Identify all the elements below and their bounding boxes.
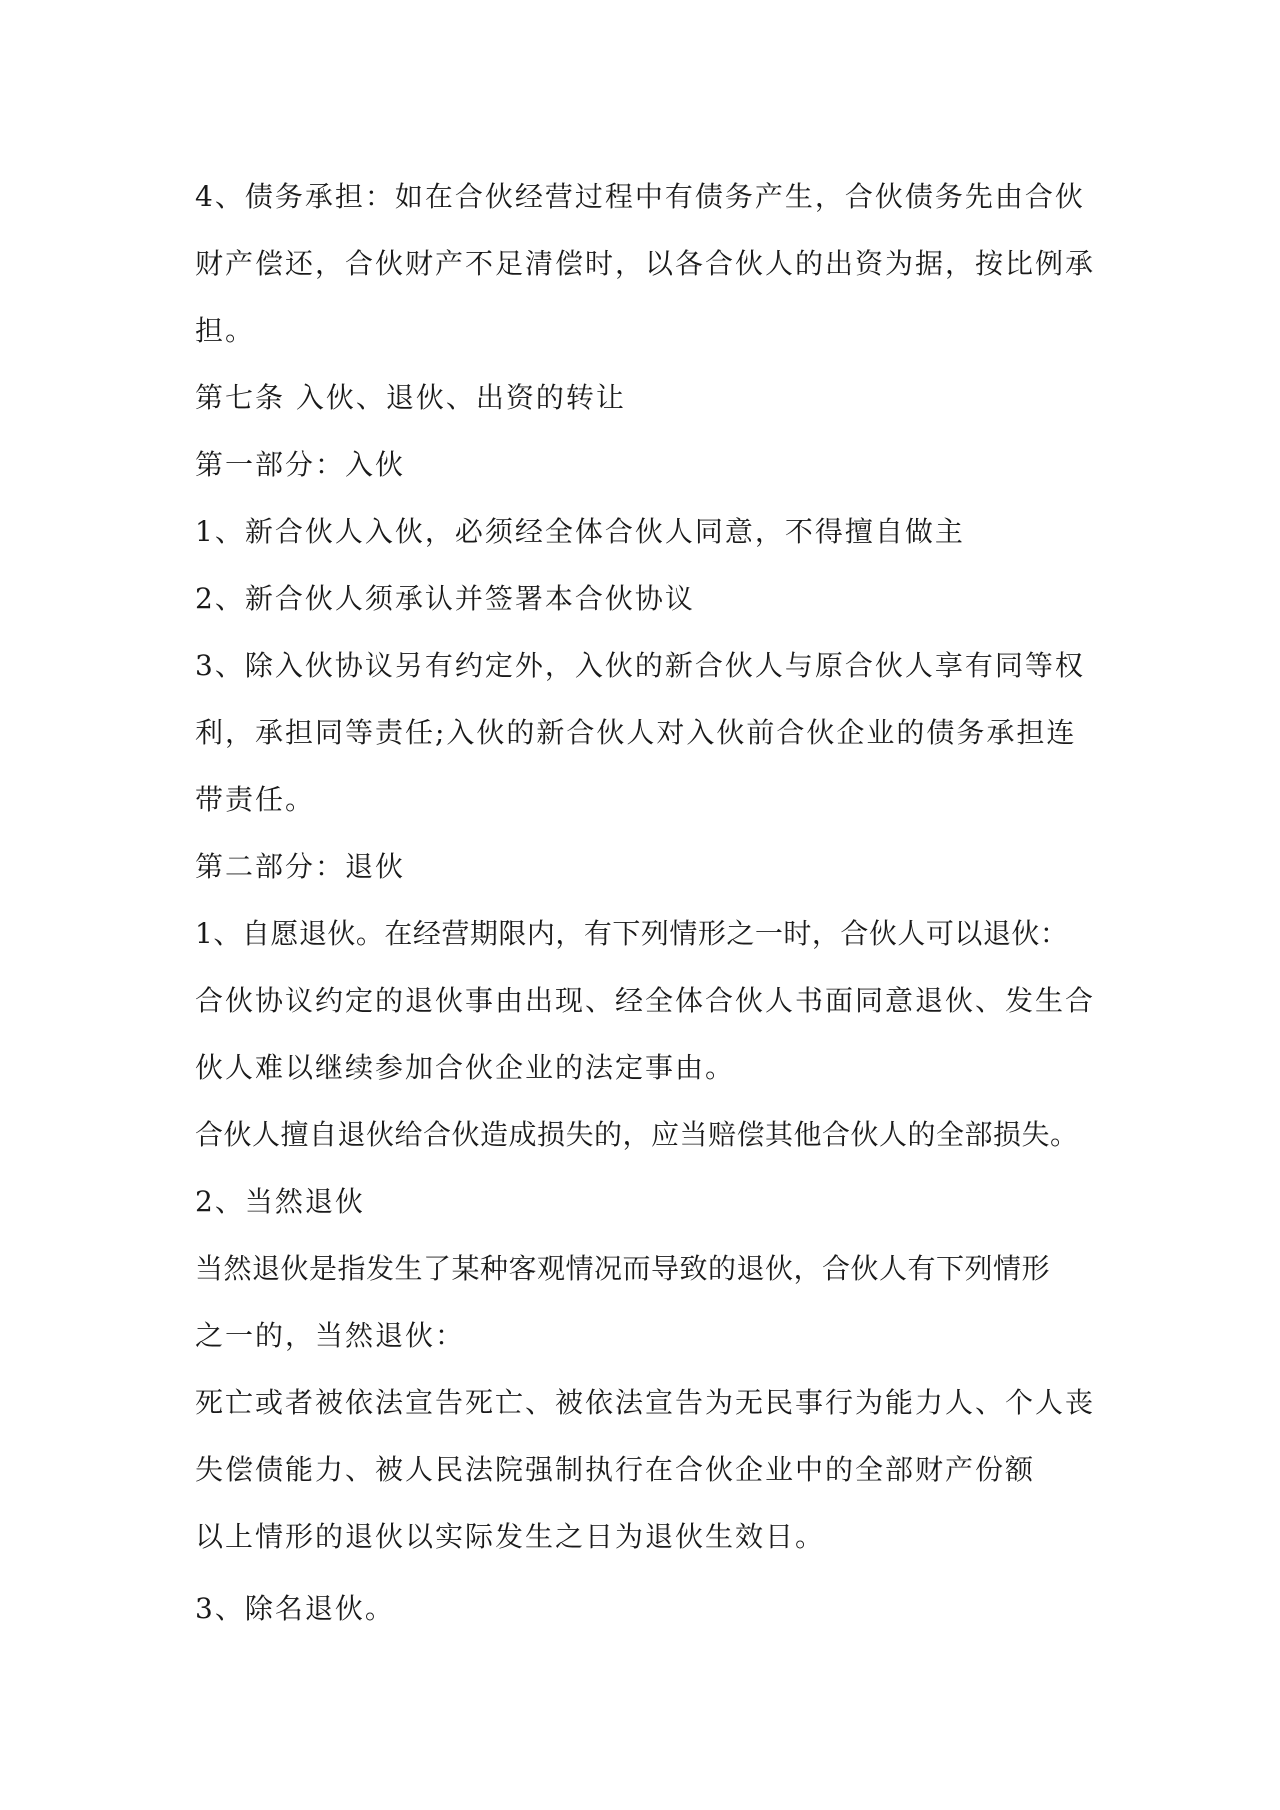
paragraph-line: 3、除名退伙。: [195, 1592, 395, 1625]
paragraph-line: 2、新合伙人须承认并签署本合伙协议: [195, 582, 695, 615]
paragraph-line: 3、除入伙协议另有约定外，入伙的新合伙人与原合伙人享有同等权: [195, 649, 1085, 682]
section-heading: 第七条 入伙、退伙、出资的转让: [195, 381, 626, 414]
paragraph-line: 1、新合伙人入伙，必须经全体合伙人同意，不得擅自做主: [195, 515, 965, 548]
subsection-heading: 第一部分：入伙: [195, 448, 406, 481]
paragraph-line: 4、债务承担：如在合伙经营过程中有债务产生，合伙债务先由合伙: [195, 180, 1085, 213]
paragraph-line: 1、自愿退伙。在经营期限内，有下列情形之一时，合伙人可以退伙：: [195, 917, 1069, 950]
paragraph-line: 伙人难以继续参加合伙企业的法定事由。: [195, 1051, 736, 1084]
paragraph-line: 以上情形的退伙以实际发生之日为退伙生效日。: [195, 1520, 826, 1553]
paragraph-line: 合伙协议约定的退伙事由出现、经全体合伙人书面同意退伙、发生合: [195, 984, 1096, 1017]
paragraph-line: 财产偿还，合伙财产不足清偿时，以各合伙人的出资为据，按比例承: [195, 247, 1096, 280]
paragraph-line: 担。: [195, 314, 256, 347]
paragraph-line: 死亡或者被依法宣告死亡、被依法宣告为无民事行为能力人、个人丧: [195, 1386, 1096, 1419]
paragraph-line: 2、当然退伙: [195, 1185, 365, 1218]
subsection-heading: 第二部分：退伙: [195, 850, 406, 883]
paragraph-line: 合伙人擅自退伙给合伙造成损失的，应当赔偿其他合伙人的全部损失。: [195, 1118, 1079, 1151]
paragraph-line: 利，承担同等责任;入伙的新合伙人对入伙前合伙企业的债务承担连: [195, 716, 1077, 749]
paragraph-line: 带责任。: [195, 783, 316, 816]
paragraph-line: 当然退伙是指发生了某种客观情况而导致的退伙，合伙人有下列情形: [195, 1252, 1051, 1285]
paragraph-line: 失偿债能力、被人民法院强制执行在合伙企业中的全部财产份额: [195, 1453, 1036, 1486]
paragraph-line: 之一的，当然退伙：: [195, 1319, 466, 1352]
document-body: [195, 163, 1105, 1642]
